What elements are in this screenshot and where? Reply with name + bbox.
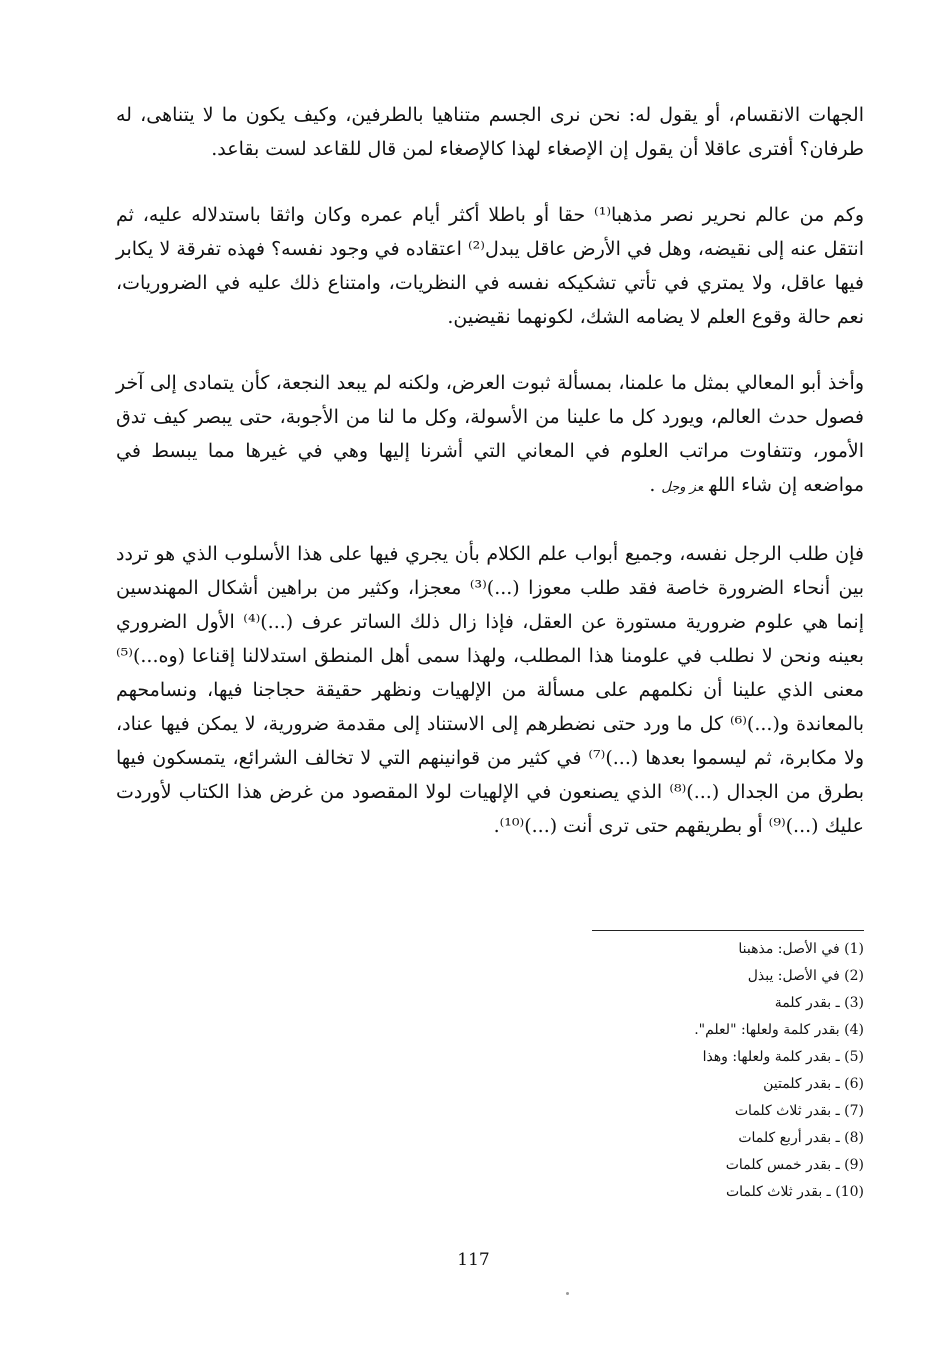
main-text [116, 98, 864, 875]
footnotes-list [560, 936, 864, 1206]
paragraph-3-text: وأخذ أبو المعالي بمثل ما علمنا، بمسألة ثبوت العرض، ولكنه لم يبعد النجعة، كأن يتمادى إلى آخر فصول حدث العالم، ويورد كل ما علينا من الأسولة، وكل ما لنا من الأجوبة، حتى يبصر كيف تدق الأمور، وتتفاوت مراتب العلوم في المعاني التي أشرنا إليها وهي في غيرها مما يبسط في مواضعه إن شاء الله [116, 372, 864, 496]
footnote-item: (5) ـ بقدر كلمة ولعلها: وهذا [702, 1049, 864, 1065]
paragraph-4: فإن طلب الرجل نفسه، وجميع أبواب علم الكلام بأن يجري فيها على هذا الأسلوب الذي هو تردد بين أنحاء الضرورة خاصة فقد طلب معوزا (...)⁽³⁾ معجزا، وكثير من براهين أشكال المهندسين إنما هي علوم ضرورية مستورة عن العقل، فإذا زال ذلك الساتر عرف (...)⁽⁴⁾ الأول الضروري بعينه ونحن لا نطلب في علومنا هذا المطلب، ولهذا سمى أهل المنطق استدلالنا إقناعا (وه...)⁽⁵⁾ معنى الذي علينا أن نكلمهم على مسألة من الإلهيات ونظهر حقيقة حجاجنا فيها، ونسامحهم بالمعاندة و(...)⁽⁶⁾ كل ما ورد حتى نضطرهم إلى الاستناد إلى مقدمة ضرورية، لا يمكن فيها عناد، ولا مكابرة، ثم ليسموا بعدها (...)⁽⁷⁾ في كثير من قوانينهم التي لا تخالف الشرائع، يتمسكون فيها بطرق من الجدال (...)⁽⁸⁾ الذي يصنعون في الإلهيات لولا المقصود من غرض هذا الكتاب لأوردت عليك (...)⁽⁹⁾ أو بطريقهم حتى ترى أنت (...)⁽¹⁰⁾. [116, 543, 864, 837]
footnote-divider [592, 930, 864, 931]
paragraph-3-end: . [649, 474, 656, 496]
footnote-item: (2) في الأصل: يبذل [747, 968, 864, 984]
honorific-glyph: عز وجل [661, 480, 704, 495]
scan-speck [566, 1292, 569, 1295]
paragraph-2: وكم من عالم نحرير نصر مذهبا⁽¹⁾ حقا أو باطلا أكثر أيام عمره وكان واثقا باستدلاله عليه، ثم انتقل عنه إلى نقيضه، وهل في الأرض عاقل يبدل⁽²⁾ اعتقاده في وجود نفسه؟ فهذه تفرقة لا يكابر فيها عاقل، ولا يمتري في تأتي تشكيكه نفسه في النظريات، وامتناع ذلك عليه في الضروريات، نعم حالة وقوع العلم لا يضامه الشك، لكونهما نقيضين. [116, 204, 865, 328]
footnote-item: (9) ـ بقدر خمس كلمات [725, 1157, 864, 1173]
page-number: 117 [457, 1250, 490, 1270]
paragraph-3 [116, 366, 864, 505]
footnote-item: (3) ـ بقدر كلمة [774, 995, 864, 1011]
footnote-item: (1) في الأصل: مذهبنا [738, 941, 864, 957]
footnote-item: (7) ـ بقدر ثلاث كلمات [734, 1103, 864, 1119]
footnote-item: (10) ـ بقدر ثلاث كلمات [725, 1184, 864, 1200]
footnote-item: (6) ـ بقدر كلمتين [763, 1076, 864, 1092]
footnote-item: (4) بقدر كلمة ولعلها: "لعلم". [694, 1022, 864, 1038]
footnote-item: (8) ـ بقدر أربع كلمات [738, 1130, 864, 1146]
paragraph-1: الجهات الانقسام، أو يقول له: نحن نرى الجسم متناهيا بالطرفين، وكيف يكون ما لا يتناهى، له طرفان؟ أفترى عاقلا أن يقول إن الإصغاء لهذا كالإصغاء لمن قال للقاعد لست بقاعد. [116, 104, 864, 160]
